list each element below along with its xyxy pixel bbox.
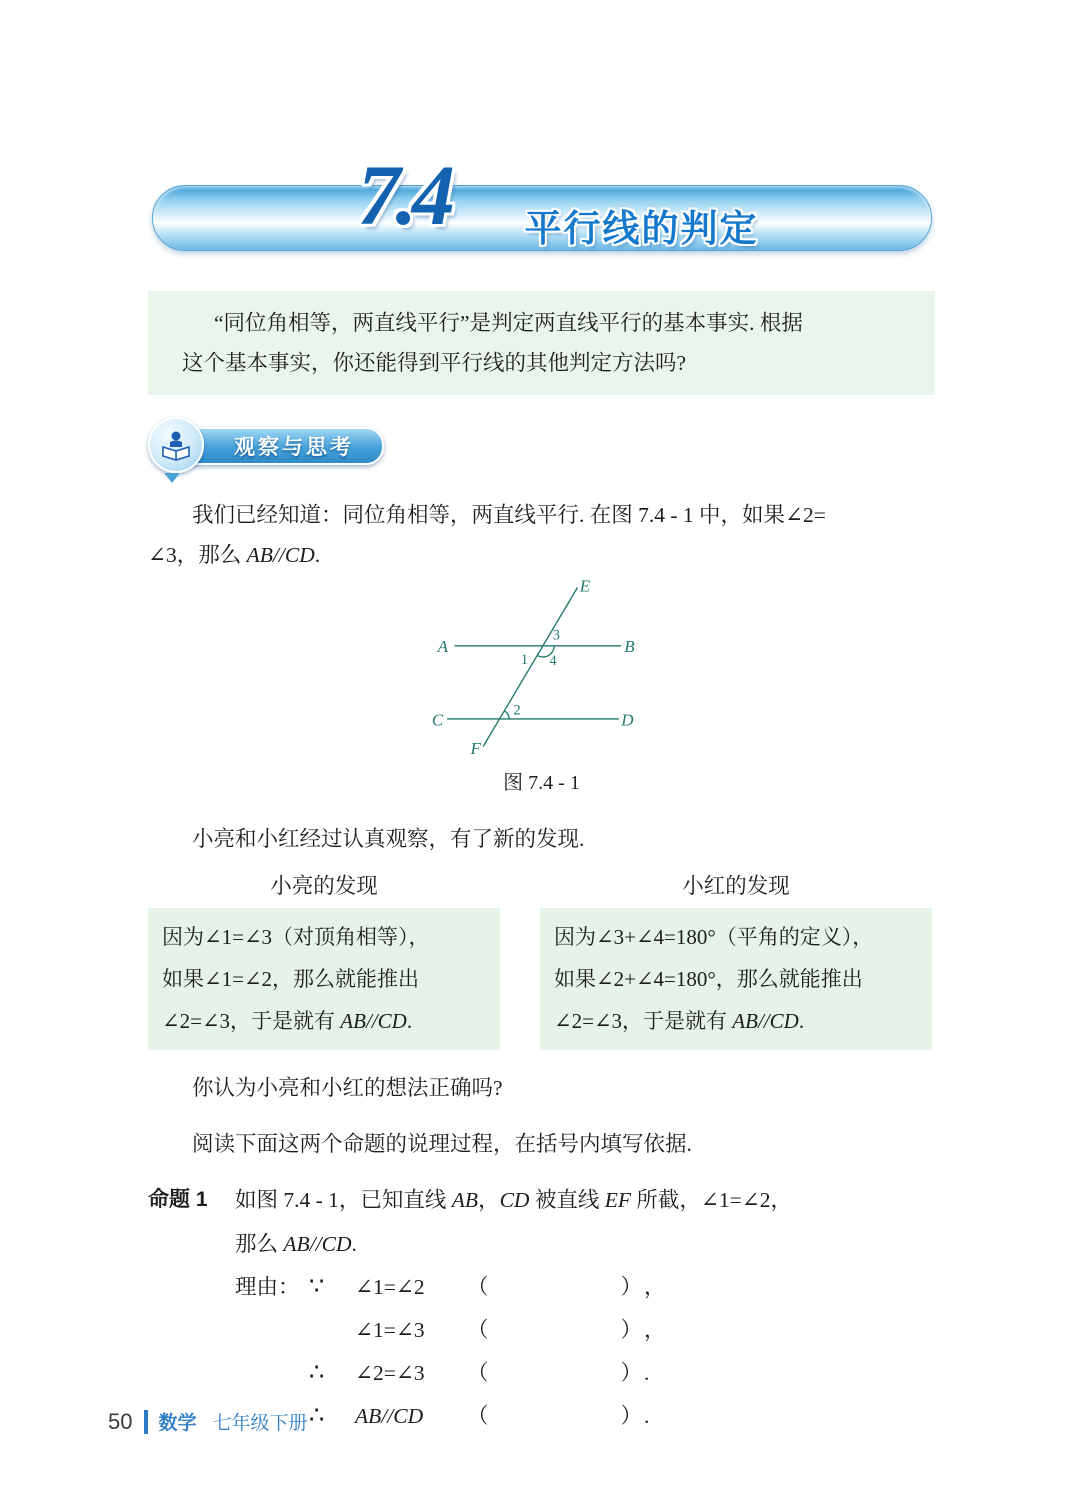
parallel-lines-diagram [428, 579, 656, 755]
reasoning-step-3 [235, 1356, 935, 1399]
instruction-text: 阅读下面这两个命题的说理过程，在括号内填写依据. [192, 1132, 692, 1156]
reason-label: 理由： [235, 1275, 300, 1299]
observe-think-badge [148, 421, 935, 477]
page-footer [108, 1408, 308, 1435]
question-text: 你认为小亮和小红的想法正确吗? [192, 1076, 503, 1100]
line-ef [483, 587, 577, 746]
reasoning-steps [235, 1270, 935, 1442]
point-label-a: A [437, 637, 448, 657]
angle-arc-2 [504, 711, 509, 719]
xiaoliang-line-1: 因为∠1=∠3（对顶角相等）， [162, 925, 430, 949]
proposition-1 [148, 1178, 935, 1266]
section-number: 7.4 [357, 147, 450, 243]
reasoning-step-4 [235, 1399, 935, 1442]
xiaohong-title: 小红的发现 [682, 874, 790, 898]
point-label-c: C [431, 710, 443, 730]
point-label-b: B [623, 637, 635, 657]
observe-paragraph [148, 495, 935, 575]
xiaohong-line-1: 因为∠3+∠4=180°（平角的定义）， [554, 925, 874, 949]
page-content [0, 147, 1065, 1442]
discovery-titles [148, 869, 935, 900]
angle-label-2: 2 [513, 702, 521, 719]
proposition-label: 命题 1 [148, 1188, 208, 1211]
xiaohong-box [540, 908, 932, 1050]
reader-icon-graphic [158, 427, 194, 463]
xiaohong-line-3: ∠2=∠3，于是就有 AB//CD. [554, 1009, 805, 1033]
discovery-intro-text: 小亮和小红经过认真观察，有了新的发现. [192, 827, 585, 851]
discovery-boxes [148, 908, 935, 1050]
close-paren: ） [620, 1275, 643, 1299]
section-banner [152, 147, 932, 251]
point-label-f: F [470, 738, 481, 755]
xiaoliang-title: 小亮的发现 [270, 874, 378, 898]
intro-box [148, 291, 935, 395]
open-paren: （ [467, 1361, 489, 1385]
close-paren: ） [620, 1404, 643, 1428]
open-paren: （ [467, 1318, 489, 1342]
observe-line-1: 我们已经知道：同位角相等，两直线平行. 在图 7.4 - 1 中，如果∠2= [192, 503, 826, 527]
step-punctuation: ， [644, 1275, 666, 1299]
xiaoliang-line-2: 如果∠1=∠2，那么就能推出 [162, 967, 420, 991]
badge-pointer-triangle [164, 473, 180, 483]
point-label-d: D [620, 710, 633, 730]
proposition-line-1: 如图 7.4 - 1，已知直线 AB，CD 被直线 EF 所截，∠1=∠2， [235, 1188, 793, 1212]
intro-line-1: “同位角相等，两直线平行”是判定两直线平行的基本事实. 根据 [214, 311, 803, 335]
xiaohong-line-2: 如果∠2+∠4=180°，那么就能推出 [554, 967, 863, 991]
point-label-e: E [579, 579, 590, 596]
step-expression: AB//CD [355, 1404, 424, 1428]
xiaoliang-line-3: ∠2=∠3，于是就有 AB//CD. [162, 1009, 413, 1033]
subject-label: 数学 [158, 1413, 197, 1434]
instruction-paragraph [148, 1124, 935, 1164]
reader-icon [148, 417, 204, 473]
open-paren: （ [467, 1275, 489, 1299]
step-punctuation: . [644, 1404, 650, 1428]
angle-label-1: 1 [520, 651, 528, 668]
because-symbol: ∵ [309, 1274, 325, 1300]
page-number: 50 [108, 1408, 133, 1434]
proposition-body [235, 1178, 935, 1266]
step-expression: ∠1=∠3 [355, 1318, 425, 1342]
discovery-intro [148, 819, 935, 859]
step-expression: ∠2=∠3 [355, 1361, 425, 1385]
observe-line-2: ∠3，那么 AB//CD. [148, 543, 321, 567]
therefore-symbol: ∴ [309, 1403, 325, 1429]
open-paren: （ [467, 1404, 489, 1428]
step-punctuation: ， [644, 1318, 666, 1342]
footer-divider [144, 1410, 148, 1434]
angle-label-4: 4 [549, 652, 557, 669]
volume-label: 七年级下册 [212, 1413, 308, 1434]
intro-line-2: 这个基本事实，你还能得到平行线的其他判定方法吗? [182, 351, 687, 375]
badge-label: 观察与思考 [234, 436, 354, 459]
figure-caption: 图 7.4 - 1 [503, 772, 580, 794]
xiaoliang-box [148, 908, 500, 1050]
step-expression: ∠1=∠2 [355, 1275, 425, 1299]
reasoning-step-1 [235, 1270, 935, 1313]
angle-label-3: 3 [552, 627, 560, 644]
proposition-line-2: 那么 AB//CD. [235, 1232, 357, 1256]
therefore-symbol: ∴ [309, 1360, 325, 1386]
question-paragraph [148, 1068, 935, 1108]
close-paren: ） [620, 1361, 643, 1385]
geometry-figure [148, 579, 935, 795]
reasoning-step-2 [235, 1313, 935, 1356]
section-title: 平行线的判定 [524, 208, 759, 249]
step-punctuation: . [644, 1361, 650, 1385]
close-paren: ） [620, 1318, 643, 1342]
